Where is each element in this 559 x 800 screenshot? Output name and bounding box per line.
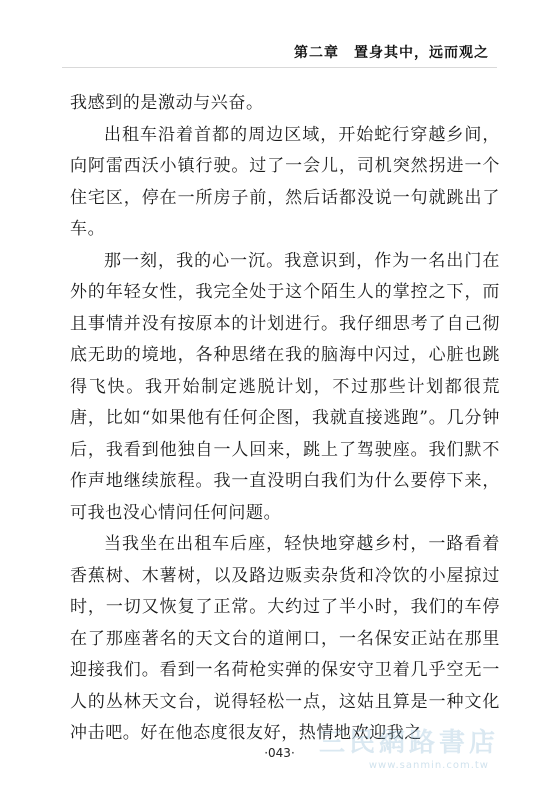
running-head: 第二章 置身其中，远而观之: [294, 45, 489, 61]
body-text: [70, 88, 500, 750]
paragraph-1: 我感到的是激动与兴奋。: [70, 93, 264, 113]
paragraph-3: 那一刻，我的心一沉。我意识到，作为一名出门在外的年轻女性，我完全处于这个陌生人的掌控之下，而且事情并没有按原本的计划进行。我仔细思考了自己彻底无助的境地，各种思绪在我的脑海中闪过，心脏也跳得飞快。我开始制定逃脱计划，不过那些计划都很荒唐，比如“如果他有任何企图，我就直接逃跑”。几分钟后，我看到他独自一人回来，跳上了驾驶座。我们默不作声地继续旅程。我一直没明白我们为什么要停下来，可我也没心情问任何问题。: [70, 250, 500, 523]
paragraph-4: 当我坐在出租车后座，轻快地穿越乡村，一路看着香蕉树、木薯树，以及路边贩卖杂货和冷饮的小屋掠过时，一切又恢复了正常。大约过了半小时，我们的车停在了那座著名的天文台的道闸口，一名保安正站在那里迎接我们。看到一名荷枪实弹的保安守卫着几乎空无一人的丛林天文台，说得轻松一点，这姑且算是一种文化冲击吧。好在他态度很友好，热情地欢迎我之: [70, 534, 500, 743]
page-number: ·043·: [264, 746, 295, 760]
paragraph-2: 出租车沿着首都的周边区域，开始蛇行穿越乡间，向阿雷西沃小镇行驶。过了一会儿，司机突然拐进一个住宅区，停在一所房子前，然后话都没说一句就跳出了车。: [70, 124, 500, 239]
watermark-logo: 三民網路書店: [318, 728, 499, 758]
header-rule: [62, 67, 497, 68]
watermark-url: www.sanmin.com.tw: [368, 760, 489, 771]
